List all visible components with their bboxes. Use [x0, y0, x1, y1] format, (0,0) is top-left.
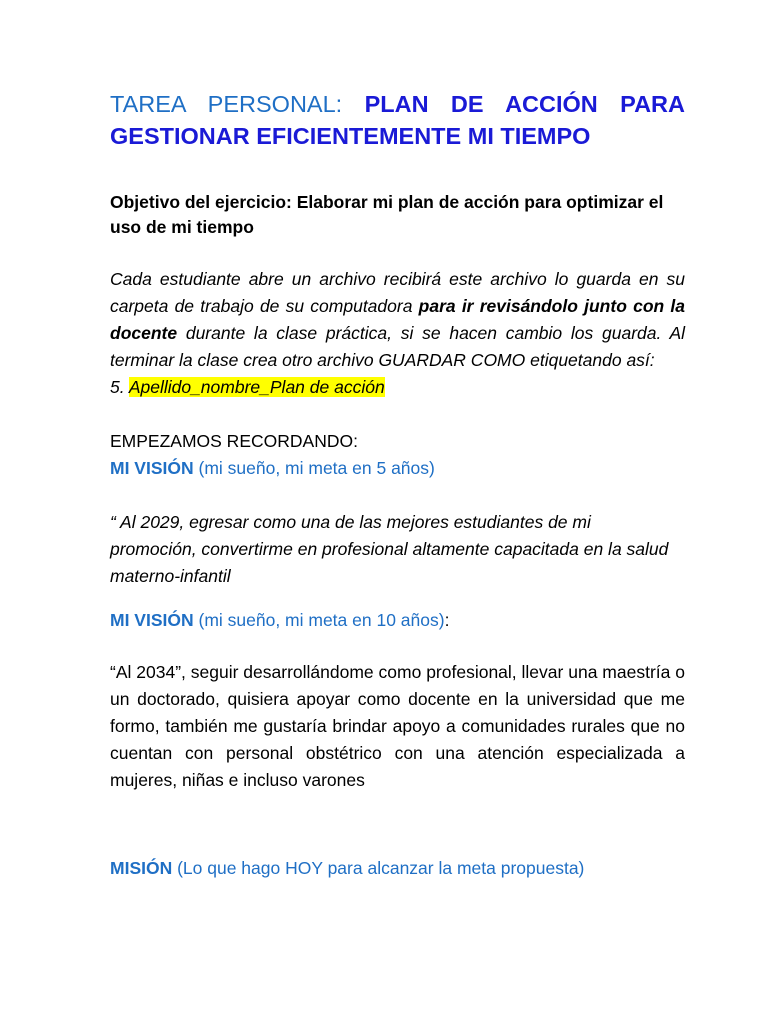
mission-heading — [110, 855, 685, 882]
vision-10-heading — [110, 607, 685, 634]
vision-10-label: MI VISIÓN — [110, 610, 194, 630]
vision-5-text: “ Al 2029, egresar como una de las mejores estudiantes de mi promoción, convertirme en profesional altamente capacitada en la salud materno-infantil — [110, 512, 669, 586]
vision-10-desc: (mi sueño, mi meta en 10 años) — [193, 610, 445, 630]
vision-5-desc: (mi sueño, mi meta en 5 años) — [193, 458, 435, 478]
mission-label: MISIÓN — [110, 858, 173, 878]
vision-10-text: “Al 2034”, seguir desarrollándome como profesional, llevar una maestría o un doctorado, quisiera apoyar como docente en la universidad que me formo, también me gustaría brindar apoyo a comunidades rurales que no cuentan con personal obstétrico con una atención especializada a mujeres, niñas e incluso varones — [110, 662, 685, 790]
mission-desc: (Lo que hago HOY para alcanzar la meta propuesta) — [172, 858, 585, 878]
filename-prefix: 5. — [110, 377, 129, 397]
filename-line — [110, 374, 685, 401]
filename-highlight: Apellido_nombre_Plan de acción — [128, 377, 385, 397]
start-heading: EMPEZAMOS RECORDANDO: — [110, 431, 358, 451]
instructions-text-b: durante la clase práctica, si se hacen cambio los guarda. Al terminar la clase crea otro archivo GUARDAR COMO etiquetando así: — [110, 323, 685, 370]
document-page — [110, 88, 685, 882]
vision-5-label: MI VISIÓN — [110, 458, 194, 478]
document-title — [110, 88, 685, 152]
instructions-text-a: Cada estudiante abre un archivo recibirá este archivo lo guarda en su carpeta de trabajo de su computadora — [110, 269, 685, 316]
title-prefix: TAREA PERSONAL: — [110, 91, 365, 117]
title-main: PLAN DE ACCIÓN PARA GESTIONAR EFICIENTEMENTE MI TIEMPO — [110, 91, 685, 149]
vision-5-heading — [110, 455, 685, 482]
instructions-bold: para ir revisándolo junto con la docente — [110, 296, 685, 343]
exercise-objective: Objetivo del ejercicio: Elaborar mi plan de acción para optimizar el uso de mi tiempo — [110, 192, 664, 237]
vision-10-colon: : — [444, 610, 450, 630]
instructions-paragraph — [110, 266, 685, 401]
